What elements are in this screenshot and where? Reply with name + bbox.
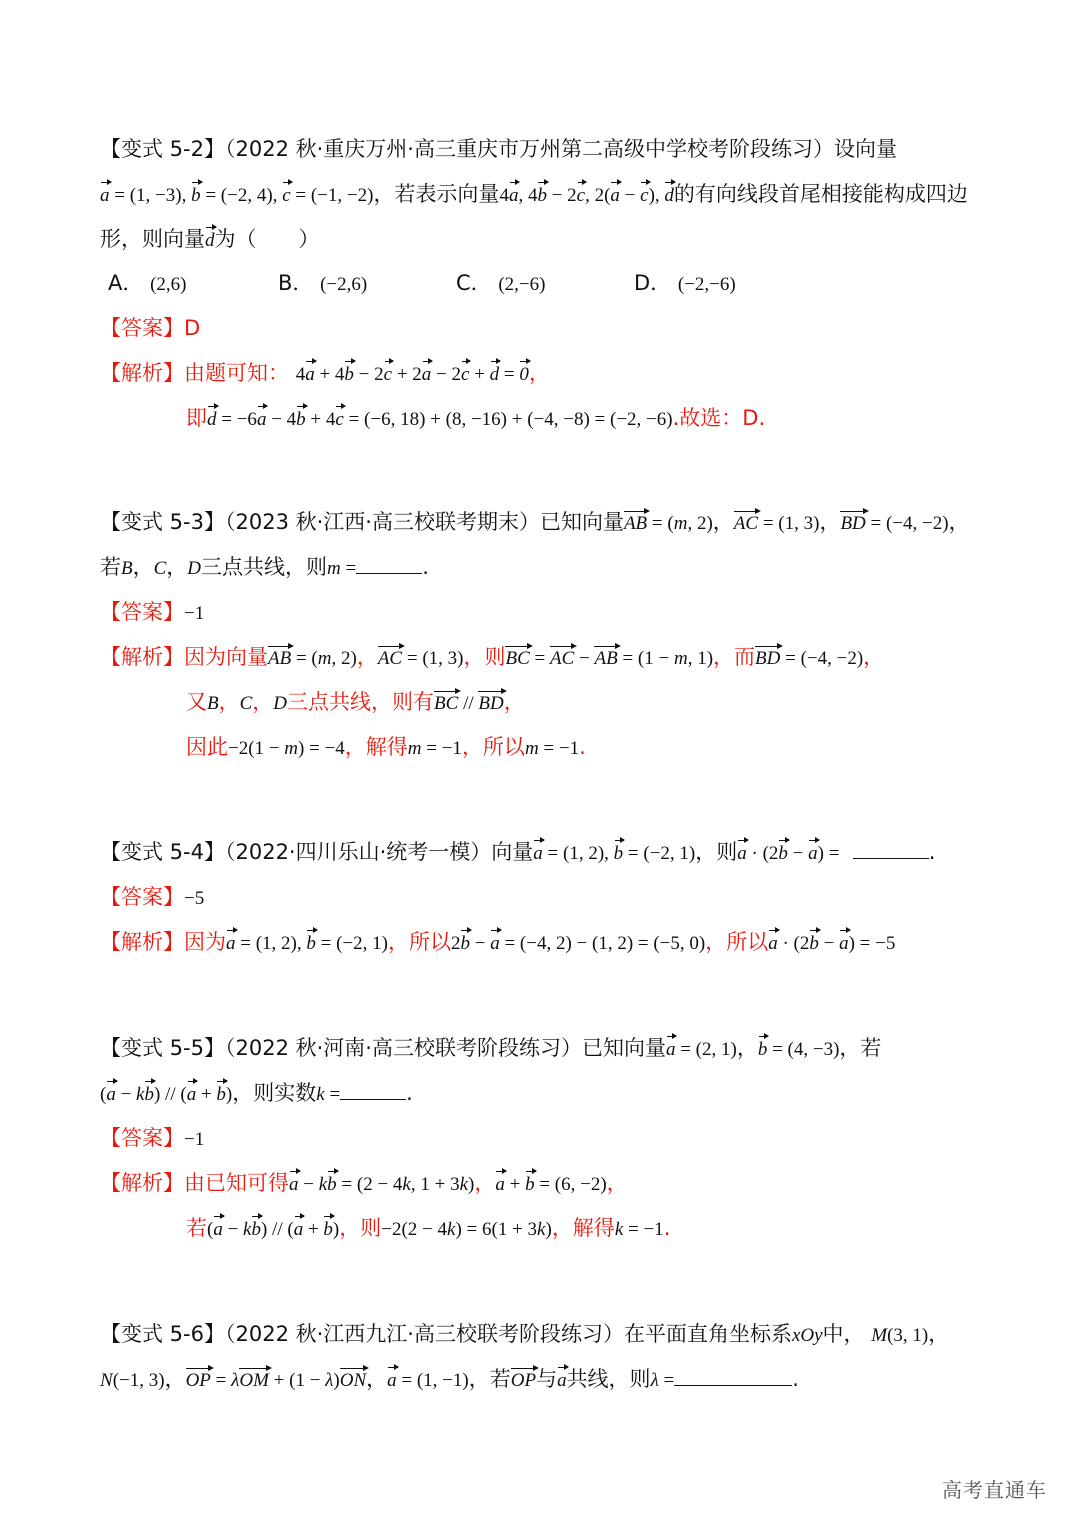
answer-5-2: 【答案】D <box>100 316 201 340</box>
problem-5-5-line2: (a − kb) // (a + b)，则实数k = . <box>100 1078 413 1110</box>
solution-5-5-line2: 若(a − kb) // (a + b)，则−2(2 − 4k) = 6(1 + 3k)，解得k = −1. <box>186 1213 670 1245</box>
text: ，若表示向量 <box>373 182 500 206</box>
solution-5-3-line1: 【解析】因为向量AB = (m, 2)，AC = (1, 3)，则BC = AC − AB = (1 − m, 1)，而BD = (−4, −2)， <box>100 645 885 669</box>
text: 形，则向量 <box>100 227 205 251</box>
problem-source: （2022 秋·重庆万州·高三重庆市万州第二高级中学校考阶段练习）设向量 <box>224 137 897 161</box>
answer-5-4: 【答案】−5 <box>100 885 205 909</box>
option-c: C． (2,−6) <box>456 271 546 295</box>
problem-5-2-line1 <box>100 134 897 164</box>
solution-5-4-line1: 【解析】因为a = (1, 2), b = (−2, 1)，所以2b − a = (−4, 2) − (1, 2) = (−5, 0)，所以a · (2b − a) = −5 <box>100 927 895 959</box>
vector-list: 4a, 4b − 2c, 2(a − c), d <box>499 185 673 206</box>
option-d: D． (−2,−6) <box>634 271 736 295</box>
solution-5-2-line2: 即d = −6a − 4b + 4c = (−6, 18) + (8, −16) + (−4, −8) = (−2, −6).故选：D. <box>186 403 765 435</box>
problem-5-3-line1: 【变式 5-3】（2023 秋·江西·高三校联考期末）已知向量AB = (m, 2)，AC = (1, 3)，BD = (−4, −2)， <box>100 510 970 534</box>
problem-5-2-line2 <box>100 179 968 211</box>
solution-5-3-line3: 因此−2(1 − m) = −4，解得m = −1，所以m = −1. <box>186 735 586 759</box>
problem-label: 【变式 5-2】 <box>100 137 225 161</box>
option-a: A． (2,6) <box>108 271 187 295</box>
text: 的有向线段首尾相接能构成四边 <box>673 182 968 206</box>
problem-5-5-line1: 【变式 5-5】（2022 秋·河南·高三校联考阶段练习）已知向量a = (2, 1)，b = (4, −3)，若 <box>100 1033 881 1065</box>
problem-5-2-line3 <box>100 224 320 256</box>
solution-5-2-line1: 【解析】由题可知： 4a + 4b − 2c + 2a − 2c + d = 0， <box>100 358 550 390</box>
answer-5-5: 【答案】−1 <box>100 1126 205 1150</box>
answer-5-3: 【答案】−1 <box>100 600 205 624</box>
problem-5-6-line2: N(−1, 3)，OP = λOM + (1 − λ)ON，a = (1, −1)，若OP与a共线，则λ = . <box>100 1364 799 1396</box>
problem-5-6-line1: 【变式 5-6】（2022 秋·江西九江·高三校联考阶段练习）在平面直角坐标系xOy中， M(3, 1)， <box>100 1322 950 1346</box>
solution-5-3-line2: 又B，C，D三点共线，则有BC // BD， <box>186 690 525 714</box>
problem-5-4-line1: 【变式 5-4】（2022·四川乐山·统考一模）向量a = (1, 2), b = (−2, 1)，则a · (2b − a) = . <box>100 837 935 869</box>
text: 为（ ） <box>214 227 320 251</box>
problem-5-3-line2: 若B，C，D三点共线，则m = . <box>100 555 429 579</box>
watermark: 高考直通车 <box>942 1478 1047 1502</box>
solution-5-5-line1: 【解析】由已知可得a − kb = (2 − 4k, 1 + 3k)，a + b = (6, −2)， <box>100 1168 628 1200</box>
option-b: B． (−2,6) <box>278 271 368 295</box>
vector-d: d <box>205 230 215 251</box>
given-vectors: a = (1, −3), b = (−2, 4), c = (−1, −2) <box>100 185 373 206</box>
